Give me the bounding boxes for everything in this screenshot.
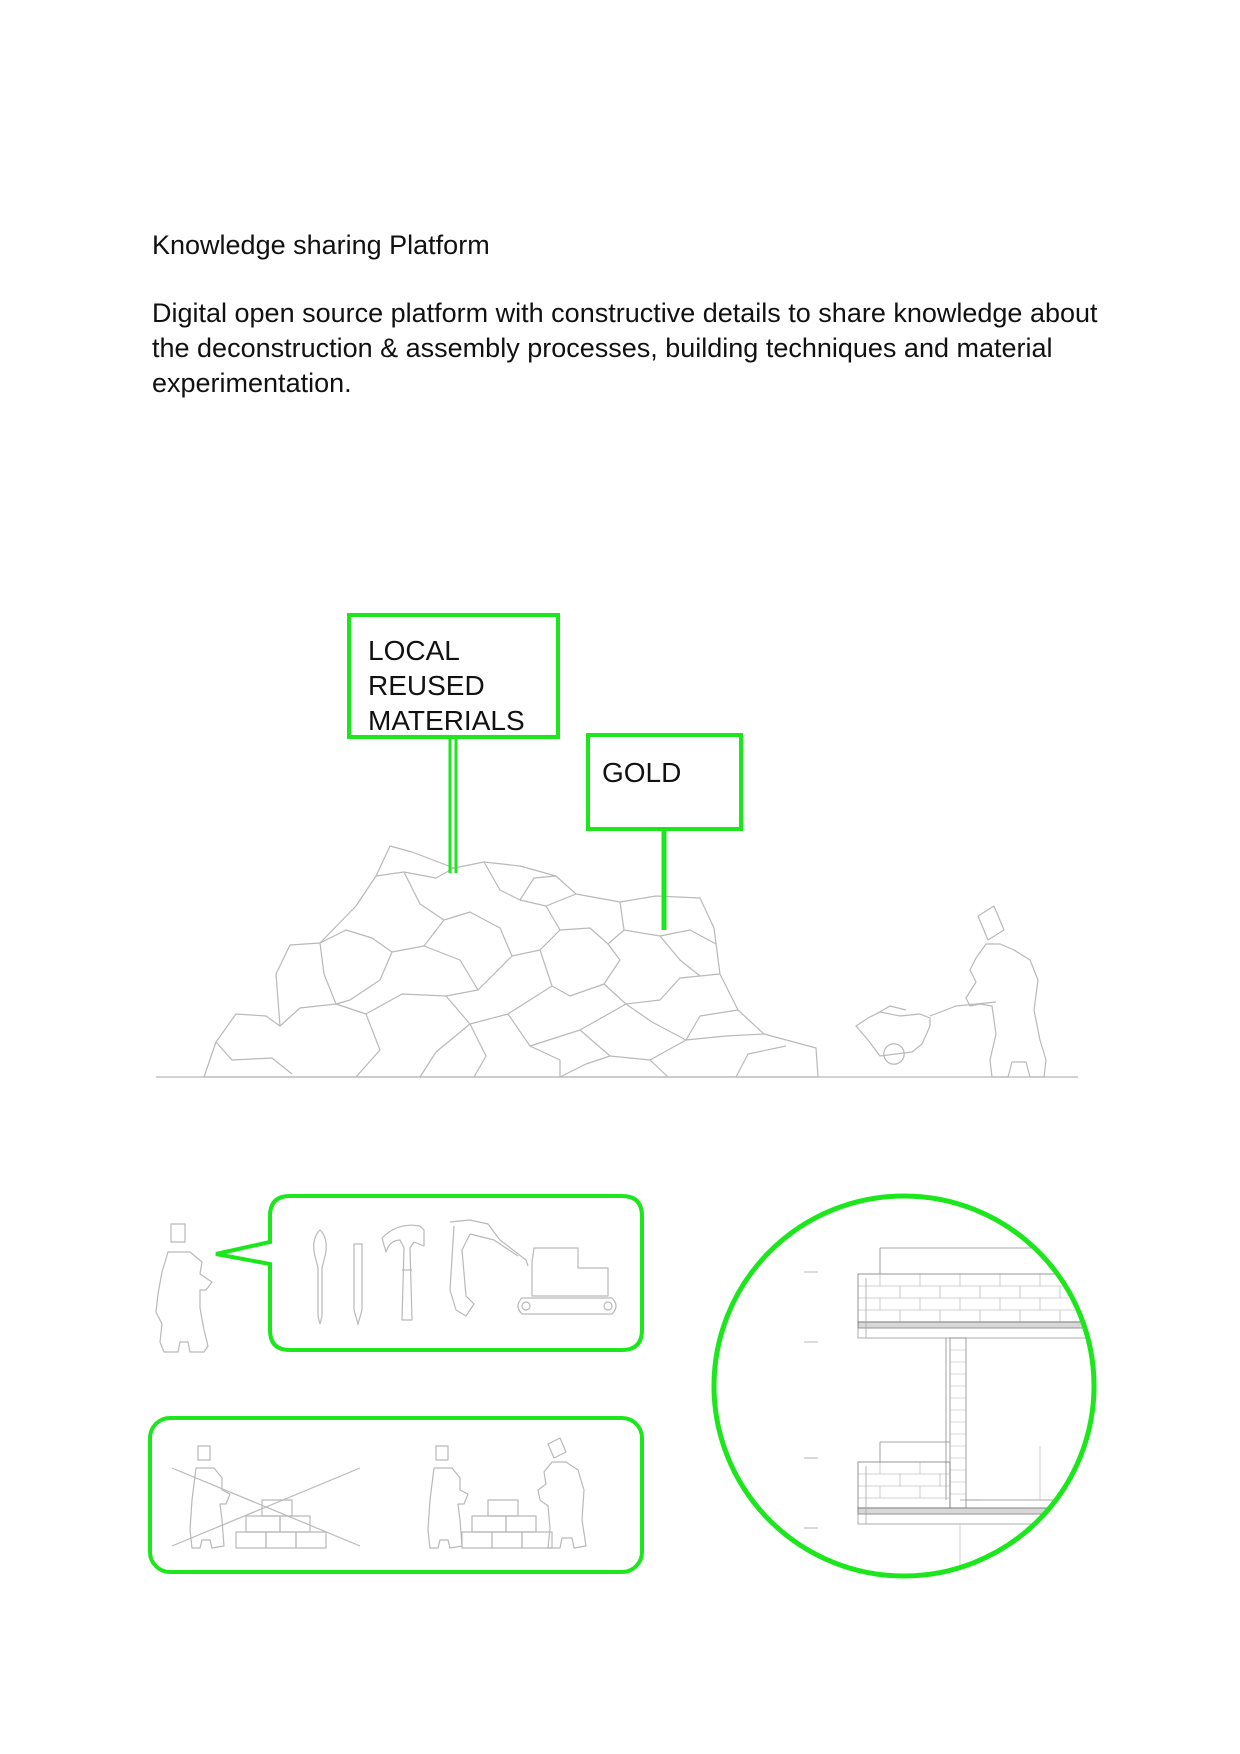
excavator-icon <box>450 1220 616 1316</box>
detail-frame-circle <box>714 1196 1094 1576</box>
crossed-out-lone-worker-icon <box>172 1446 360 1548</box>
pen-tool-icon <box>354 1244 362 1324</box>
spoon-tool-icon <box>314 1230 327 1324</box>
page-description: Digital open source platform with constructive details to share knowledge about the deconstruction & assembly processes, building techniques and material experimentation. <box>152 298 1098 398</box>
construction-detail-section-icon <box>804 1248 1098 1600</box>
sign-local-reused-materials <box>347 613 560 739</box>
page-title: Knowledge sharing Platform <box>152 230 490 260</box>
sign-local-line-1: LOCAL <box>368 635 460 666</box>
sign-gold-label: GOLD <box>602 757 682 788</box>
sign-local-line-2: REUSED <box>368 670 485 701</box>
person-speaking-icon <box>156 1224 212 1352</box>
sign-gold <box>586 733 743 831</box>
rubble-pile-icon <box>204 846 818 1077</box>
worker-with-wheelbarrow-icon <box>856 906 1046 1077</box>
collaboration-panel <box>150 1418 642 1572</box>
tools-speech-bubble <box>216 1196 642 1350</box>
hammer-icon <box>382 1225 424 1320</box>
sign-local-line-3: MATERIALS <box>368 705 525 736</box>
workers-collaborating-icon <box>428 1438 586 1548</box>
